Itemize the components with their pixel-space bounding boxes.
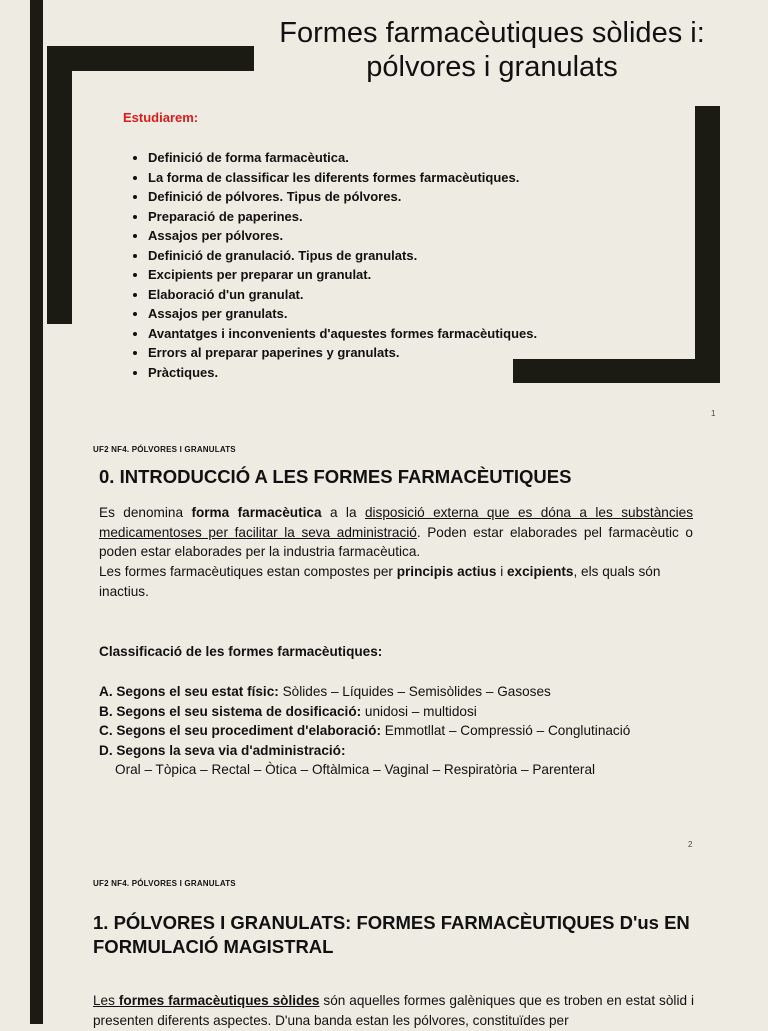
text-span: Es denomina	[99, 505, 192, 520]
text-span: i	[496, 564, 507, 579]
running-header: UF2 NF4. PÓLVORES I GRANULATS	[93, 445, 236, 454]
classification-title: Classificació de les formes farmacèutiques:	[99, 644, 383, 659]
classification-item	[99, 682, 630, 702]
intro-paragraph	[99, 503, 693, 562]
underlined-definition: disposició externa que es dóna a les substàncies medicamentoses per facilitar la seva administració	[99, 505, 693, 540]
text-span: , els quals són inactius.	[99, 564, 661, 599]
list-item: • Definició de pólvores. Tipus de pólvores.	[148, 187, 537, 207]
bold-term: formes farmacèutiques sòlides	[118, 993, 320, 1008]
classification-item	[99, 741, 630, 761]
bold-term: forma farmacèutica	[191, 505, 322, 520]
frame-right-bar	[695, 106, 720, 383]
text-span: a la	[321, 505, 365, 520]
frame-left-bar	[47, 46, 72, 324]
frame-bottom-bar	[513, 359, 720, 383]
item-text: Emmotllat – Compressió – Conglutinació	[380, 723, 631, 739]
list-item: • La forma de classificar les diferents formes farmacèutiques.	[148, 168, 537, 188]
item-label: D. Segons la seva via d'administració:	[99, 742, 346, 758]
bold-term: principis actius	[396, 564, 497, 579]
list-item: • Errors al preparar paperines y granulats.	[148, 343, 537, 363]
page-number: 2	[688, 840, 693, 849]
classification-subitem: Oral – Tòpica – Rectal – Òtica – Oftàlmica – Vaginal – Respiratòria – Parenteral	[115, 762, 596, 778]
frame-top-bar	[47, 46, 254, 71]
list-item: • Definició de granulació. Tipus de granulats.	[148, 246, 537, 266]
title-line-2: pólvores i granulats	[366, 51, 618, 83]
title-line-1: Formes farmacèutiques sòlides i:	[279, 17, 705, 49]
classification-list	[99, 682, 630, 780]
list-item: • Avantatges i inconvenients d'aquestes formes farmacèutiques.	[148, 324, 537, 344]
list-item: • Assajos per pólvores.	[148, 226, 537, 246]
section-heading: 1. PÓLVORES I GRANULATS: FORMES FARMACÈUTIQUES D'us EN FORMULACIÓ MAGISTRAL	[93, 912, 690, 957]
list-item: • Elaboració d'un granulat.	[148, 285, 537, 305]
list-item: • Pràctiques.	[148, 363, 537, 383]
list-item: • Preparació de paperines.	[148, 207, 537, 227]
item-label: C. Segons el seu procediment d'elaboració:	[99, 723, 381, 739]
page-number: 1	[711, 409, 716, 418]
classification-item	[99, 702, 630, 722]
text-span: Les formes farmacèutiques estan compostes per	[99, 564, 397, 579]
text-span: són aquelles formes galèniques que es troben en estat sòlid i presenten diferents aspectes. D'una banda estan les pólvores, constituïdes per	[93, 993, 694, 1028]
item-text: unidosi – multidosi	[361, 703, 477, 719]
page-title	[232, 16, 752, 84]
classification-item	[99, 721, 630, 741]
item-label: A. Segons el seu estat físic:	[99, 684, 279, 699]
item-label: B. Segons el seu sistema de dosificació:	[99, 703, 362, 719]
item-text: Sòlides – Líquides – Semisòlides – Gasoses	[278, 684, 551, 699]
study-label: Estudiarem:	[123, 110, 199, 125]
bold-term: excipients	[507, 564, 574, 579]
section-heading: 0. INTRODUCCIÓ A LES FORMES FARMACÈUTIQUES	[99, 466, 572, 487]
list-item: • Definició de forma farmacèutica.	[148, 148, 537, 168]
solid-forms-paragraph	[93, 991, 694, 1031]
text-span: . Poden estar elaborades pel farmacèutic o poden estar elaborades per la industria farmacèutica.	[99, 524, 693, 560]
underlined-text: Les	[93, 993, 119, 1008]
list-item: • Excipients per preparar un granulat.	[148, 265, 537, 285]
list-item: • Assajos per granulats.	[148, 304, 537, 324]
page-edge-bar	[30, 0, 43, 1024]
running-header: UF2 NF4. PÓLVORES I GRANULATS	[93, 879, 236, 888]
composition-paragraph	[99, 562, 693, 601]
topics-list	[132, 148, 537, 382]
